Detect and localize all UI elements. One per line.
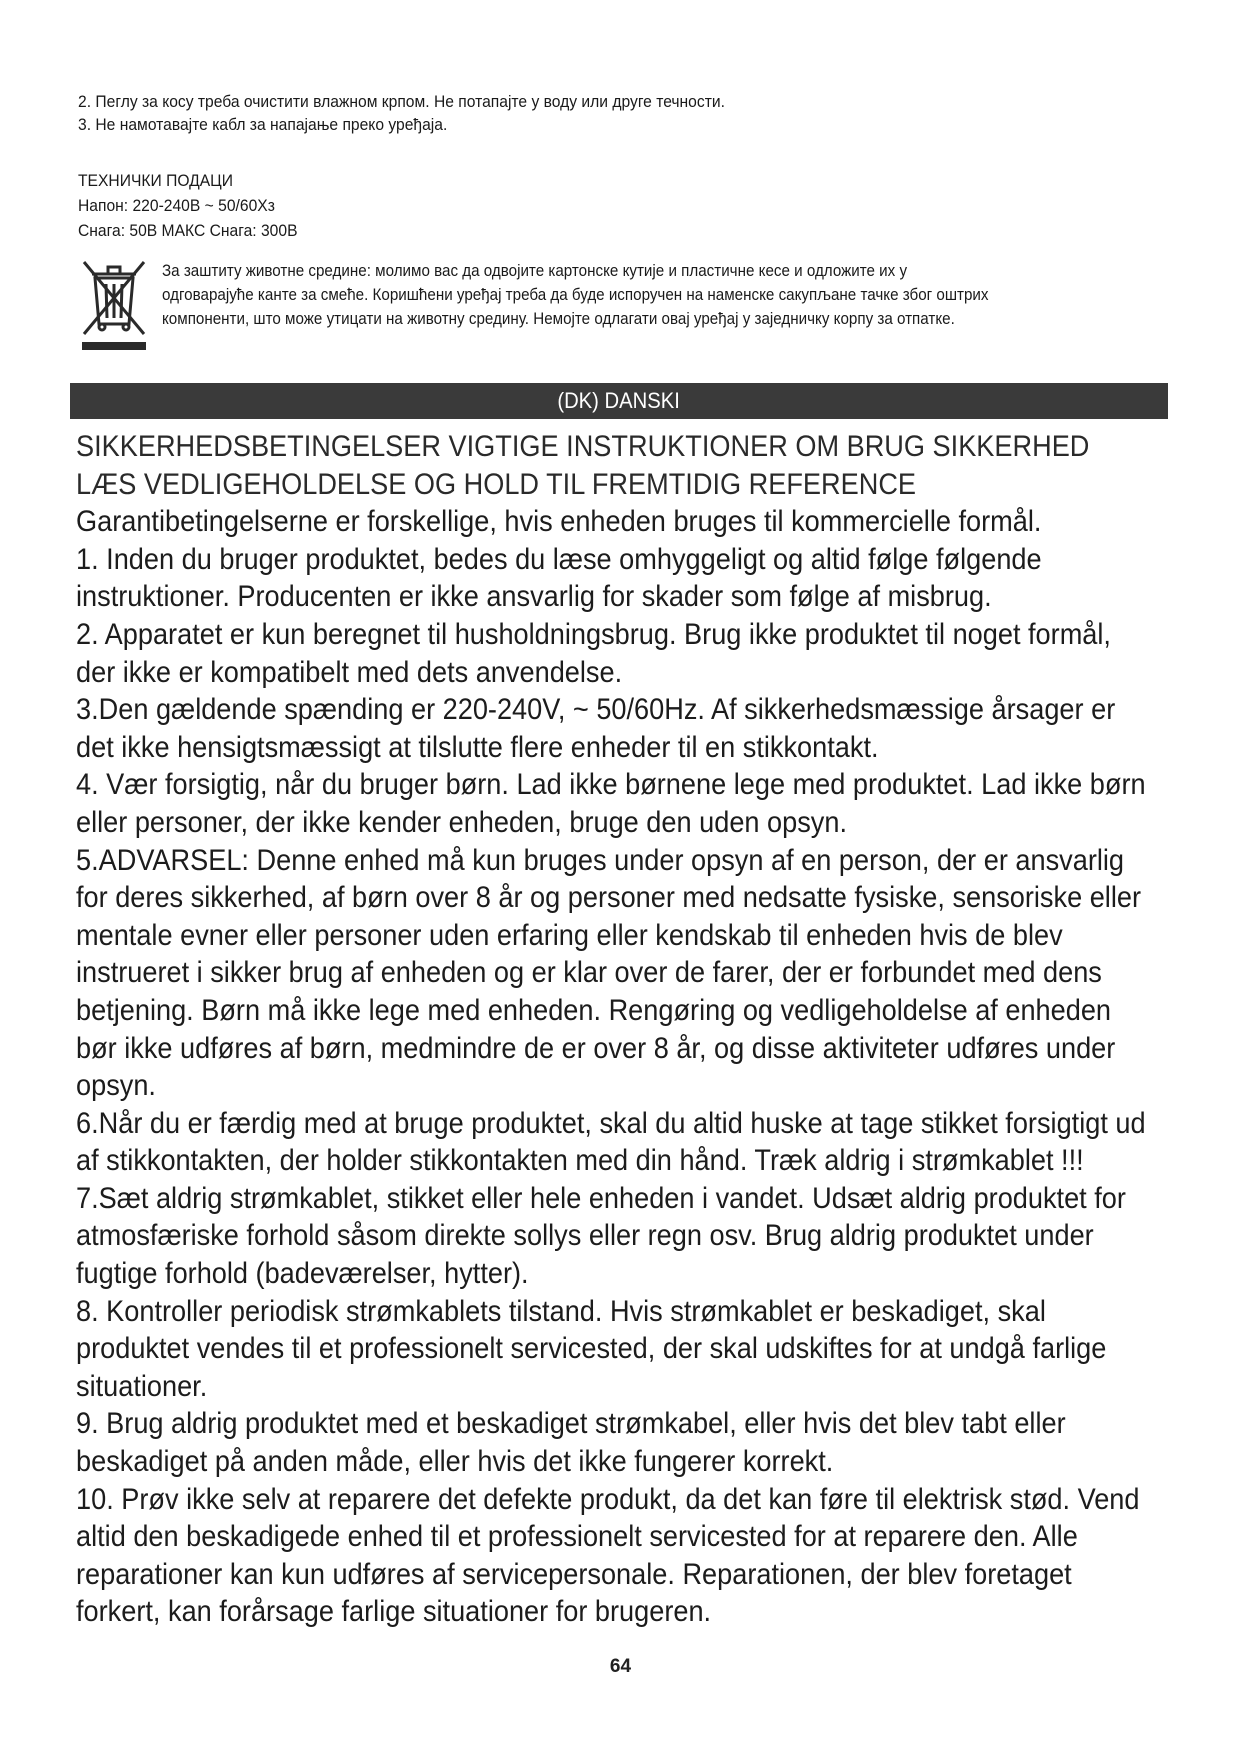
danish-text-line: instruktioner. Producenten er ikke ansvarlig for skader som følge af misbrug. bbox=[76, 580, 992, 614]
technical-data-title: ТЕХНИЧКИ ПОДАЦИ bbox=[78, 171, 233, 190]
danish-text-line: atmosfæriske forhold såsom direkte sollys eller regn osv. Brug aldrig produktet under bbox=[76, 1219, 1094, 1253]
serbian-line: 2. Пеглу за косу треба очистити влажном крпом. Не потапајте у воду или друге течности. bbox=[78, 92, 725, 111]
serbian-maintenance-notes bbox=[78, 90, 1072, 136]
danish-safety-instructions bbox=[76, 428, 1236, 1631]
serbian-line: 3. Не намотавајте кабл за напајање преко уређаја. bbox=[78, 115, 448, 134]
technical-data-voltage: Напон: 220-240В ~ 50/60Хз bbox=[78, 196, 275, 215]
danish-text-line: fugtige forhold (badeværelser, hytter). bbox=[76, 1257, 529, 1291]
environment-line: компоненти, што може утицати на животну средину. Немојте одлагати овај уређај у заједничку корпу за отпатке. bbox=[162, 310, 955, 328]
language-section-label: (DK) DANSKI bbox=[557, 388, 681, 413]
language-section-header bbox=[70, 383, 1168, 419]
danish-text-line: bør ikke udføres af børn, medmindre de er over 8 år, og disse aktiviteter udføres under bbox=[76, 1031, 1116, 1065]
danish-text-line: det ikke hensigtsmæssigt at tilslutte flere enheder til en stikkontakt. bbox=[76, 730, 879, 764]
danish-heading-line: SIKKERHEDSBETINGELSER VIGTIGE INSTRUKTIONER OM BRUG SIKKERHED bbox=[76, 430, 1090, 463]
danish-text-line: mentale evner eller personer uden erfaring eller kendskab til enheden hvis de blev bbox=[76, 918, 1063, 952]
danish-text-line: 6.Når du er færdig med at bruge produktet, skal du altid huske at tage stikket forsigtigt ud bbox=[76, 1106, 1146, 1140]
danish-text-line: 10. Prøv ikke selv at reparere det defekte produkt, da det kan føre til elektrisk stød. Vend bbox=[76, 1482, 1140, 1516]
environment-line: одговарајуће канте за смеће. Коришћени уређај треба да буде испоручен на наменске сакупљане тачке због оштрих bbox=[162, 286, 989, 304]
danish-text-line: 7.Sæt aldrig strømkablet, stikket eller hele enheden i vandet. Udsæt aldrig produktet for bbox=[76, 1181, 1126, 1215]
danish-text-line: 4. Vær forsigtig, når du bruger børn. Lad ikke børnene lege med produktet. Lad ikke børn bbox=[76, 768, 1146, 802]
danish-text-line: 1. Inden du bruger produktet, bedes du læse omhyggeligt og altid følge følgende bbox=[76, 542, 1042, 576]
danish-text-line: af stikkontakten, der holder stikkontakten med din hånd. Træk aldrig i strømkablet !!! bbox=[76, 1144, 1084, 1178]
danish-text-line: forkert, kan forårsage farlige situationer for brugeren. bbox=[76, 1595, 712, 1629]
danish-text-line: 5.ADVARSEL: Denne enhed må kun bruges under opsyn af en person, der er ansvarlig bbox=[76, 843, 1125, 877]
danish-text-line: der ikke er kompatibelt med dets anvendelse. bbox=[76, 655, 623, 689]
danish-text-line: 3.Den gældende spænding er 220-240V, ~ 50/60Hz. Af sikkerhedsmæssige årsager er bbox=[76, 693, 1116, 727]
crossed-out-bin-icon bbox=[78, 256, 150, 352]
danish-text-line: Garantibetingelserne er forskellige, hvis enheden bruges til kommercielle formål. bbox=[76, 505, 1042, 539]
danish-text-line: reparationer kan kun udføres af servicepersonale. Reparationen, der blev foretaget bbox=[76, 1557, 1072, 1591]
technical-data-power: Снага: 50В МАКС Снага: 300В bbox=[78, 221, 298, 240]
environment-line: За заштиту животне средине: молимо вас да одвојите картонске кутије и пластичне кесе и одложите их у bbox=[162, 262, 908, 280]
danish-text-line: for deres sikkerhed, af børn over 8 år og personer med nedsatte fysiske, sensoriske eller bbox=[76, 881, 1142, 915]
danish-text-line: 9. Brug aldrig produktet med et beskadiget strømkabel, eller hvis det blev tabt eller bbox=[76, 1407, 1066, 1441]
danish-text-line: produktet vendes til et professionelt servicested, der skal udskiftes for at undgå farlige bbox=[76, 1332, 1107, 1366]
danish-text-line: instrueret i sikker brug af enheden og er klar over de farer, der er forbundet med dens bbox=[76, 956, 1102, 990]
environment-notice bbox=[162, 259, 1128, 331]
danish-text-line: betjening. Børn må ikke lege med enheden. Rengøring og vedligeholdelse af enheden bbox=[76, 993, 1112, 1027]
danish-text-line: situationer. bbox=[76, 1369, 208, 1403]
danish-text-line: eller personer, der ikke kender enheden, bruge den uden opsyn. bbox=[76, 805, 848, 839]
danish-text-line: 8. Kontroller periodisk strømkablets tilstand. Hvis strømkablet er beskadiget, skal bbox=[76, 1294, 1046, 1328]
danish-text-line: altid den beskadigede enhed til et professionelt servicested for at reparere den. Alle bbox=[76, 1520, 1078, 1554]
technical-data bbox=[78, 168, 298, 243]
danish-text-line: beskadiget på anden måde, eller hvis det ikke fungerer korrekt. bbox=[76, 1445, 834, 1479]
danish-text-line: 2. Apparatet er kun beregnet til husholdningsbrug. Brug ikke produktet til noget formål, bbox=[76, 617, 1111, 651]
danish-text-line: opsyn. bbox=[76, 1069, 156, 1103]
page-number: 64 bbox=[609, 1656, 632, 1677]
danish-heading-line: LÆS VEDLIGEHOLDELSE OG HOLD TIL FREMTIDIG REFERENCE bbox=[76, 467, 917, 501]
